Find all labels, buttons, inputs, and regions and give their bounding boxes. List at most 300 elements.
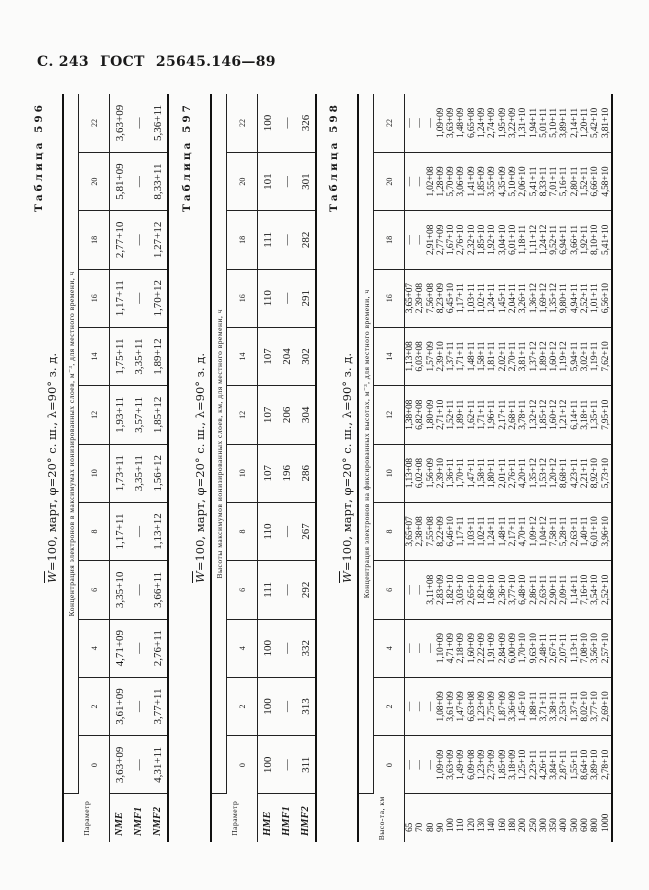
value-cell: — xyxy=(129,211,148,269)
value-cell: 1,80+11 xyxy=(487,444,497,502)
value-cell: 5,10+11 xyxy=(549,94,559,152)
table-row xyxy=(436,94,446,842)
value-cell: 1,92+11 xyxy=(580,211,590,269)
value-cell: 3,56+10 xyxy=(590,619,600,677)
value-cell: 1,17+11 xyxy=(456,269,466,327)
value-cell: — xyxy=(129,736,148,794)
value-cell: 1,21+12 xyxy=(559,386,569,444)
height-cell: 180 xyxy=(507,818,518,832)
table-row xyxy=(539,94,549,842)
value-cell: 2,78+10 xyxy=(601,736,612,794)
value-cell: — xyxy=(129,677,148,735)
value-cell: 1,25+10 xyxy=(518,736,528,794)
param-column-header: Высо-та, км xyxy=(358,794,405,842)
value-cell: 2,68+11 xyxy=(508,386,518,444)
value-cell: 1,92+10 xyxy=(487,211,497,269)
value-cell: 2,63+11 xyxy=(570,502,580,560)
table-596-block xyxy=(33,94,169,842)
value-cell: 206 xyxy=(277,386,296,444)
value-cell: 1,08+09 xyxy=(436,677,446,735)
value-cell: 2,63+11 xyxy=(539,561,549,619)
param-name: HMF2 xyxy=(300,806,311,836)
table-row xyxy=(518,94,528,842)
value-cell: 1,09+09 xyxy=(436,94,446,152)
value-cell: 2,76+11 xyxy=(148,619,168,677)
hour-header: 16 xyxy=(79,269,110,327)
value-cell: 4,94+11 xyxy=(570,269,580,327)
value-cell: — xyxy=(277,502,296,560)
value-cell: 1,45+11 xyxy=(498,269,508,327)
value-cell: 6,63+08 xyxy=(467,677,477,735)
value-cell: 1,02+11 xyxy=(477,269,487,327)
hour-header: 16 xyxy=(374,269,405,327)
value-cell: 8,64+10 xyxy=(580,736,590,794)
table-row xyxy=(601,94,612,842)
hour-header: 14 xyxy=(79,327,110,385)
value-cell: — xyxy=(277,619,296,677)
value-cell: 3,77+11 xyxy=(148,677,168,735)
value-cell: 1,13+12 xyxy=(148,502,168,560)
value-cell: 8,92+10 xyxy=(590,444,600,502)
value-cell: 111 xyxy=(258,211,278,269)
value-cell: 2,04+11 xyxy=(508,269,518,327)
value-cell: 3,77+10 xyxy=(590,677,600,735)
value-cell: 1,68+10 xyxy=(487,561,497,619)
value-cell: 1,82+10 xyxy=(477,561,487,619)
param-name: HMF1 xyxy=(281,806,292,836)
value-cell: 311 xyxy=(296,736,316,794)
value-cell: 2,39+10 xyxy=(436,444,446,502)
value-cell: 3,66+11 xyxy=(570,211,580,269)
value-cell: 282 xyxy=(296,211,316,269)
value-cell: 1,23+09 xyxy=(477,736,487,794)
height-cell: 70 xyxy=(415,822,426,832)
hour-header: 20 xyxy=(374,152,405,210)
value-cell: 292 xyxy=(296,561,316,619)
table-row xyxy=(487,94,497,842)
value-cell: 3,71+11 xyxy=(539,677,549,735)
value-cell: 2,91+08 xyxy=(426,211,436,269)
page-number: С. 243 xyxy=(37,54,89,70)
value-cell: 3,78+11 xyxy=(518,386,528,444)
height-cell: 800 xyxy=(590,818,601,832)
value-cell: 3,65+07 xyxy=(405,502,416,560)
value-cell: 1,71+11 xyxy=(477,386,487,444)
value-cell: 1,89+11 xyxy=(456,386,466,444)
hour-header: 10 xyxy=(374,444,405,502)
value-cell: 326 xyxy=(296,94,316,152)
value-cell: 1,09+12 xyxy=(529,502,539,560)
table-row xyxy=(148,94,168,842)
table-row xyxy=(426,94,436,842)
value-cell: — xyxy=(277,269,296,327)
value-cell: 3,57+11 xyxy=(129,386,148,444)
value-cell: 7,08+10 xyxy=(580,619,590,677)
value-cell: 3,36+09 xyxy=(508,677,518,735)
value-cell: 1,36+11 xyxy=(446,444,456,502)
value-cell: 286 xyxy=(296,444,316,502)
value-cell: 8,68+11 xyxy=(559,444,569,502)
height-cell: 140 xyxy=(487,818,498,832)
value-cell: 2,23+11 xyxy=(529,736,539,794)
value-cell: 1,56+12 xyxy=(148,444,168,502)
value-cell: — xyxy=(415,211,425,269)
value-cell: 302 xyxy=(296,327,316,385)
value-cell: 1,24+09 xyxy=(477,94,487,152)
value-cell: — xyxy=(405,561,416,619)
value-cell: 1,37+11 xyxy=(570,677,580,735)
value-cell: 4,70+11 xyxy=(518,502,528,560)
value-cell: 1,52+11 xyxy=(580,152,590,210)
value-cell: 6,82+08 xyxy=(415,386,425,444)
table-596 xyxy=(62,94,169,842)
value-cell: 1,40+11 xyxy=(580,502,590,560)
value-cell: 4,20+11 xyxy=(518,444,528,502)
value-cell: 7,58+11 xyxy=(549,502,559,560)
value-cell: 6,01+10 xyxy=(508,211,518,269)
value-cell: 7,95+10 xyxy=(601,386,612,444)
value-cell: — xyxy=(415,561,425,619)
value-cell: 1,53+12 xyxy=(539,444,549,502)
value-cell: 1,80+09 xyxy=(426,386,436,444)
page-header xyxy=(37,54,282,70)
w-symbol: $\overline{W}$ xyxy=(45,571,59,583)
value-cell: — xyxy=(129,94,148,152)
height-cell: 350 xyxy=(549,818,560,832)
value-cell: 1,85+10 xyxy=(477,211,487,269)
value-cell: 2,17+11 xyxy=(498,386,508,444)
value-cell: — xyxy=(405,94,416,152)
value-cell: 1,75+11 xyxy=(110,327,130,385)
value-cell: — xyxy=(426,677,436,735)
value-cell: — xyxy=(426,736,436,794)
value-cell: 3,63+09 xyxy=(446,94,456,152)
hour-header: 12 xyxy=(227,386,258,444)
value-cell: 2,77+09 xyxy=(436,211,446,269)
hour-header: 6 xyxy=(79,561,110,619)
value-cell: 1,45+10 xyxy=(518,677,528,735)
value-cell: 3,35+11 xyxy=(129,327,148,385)
hour-header: 18 xyxy=(227,211,258,269)
param-name: NMF1 xyxy=(133,806,144,836)
height-cell: 300 xyxy=(538,818,549,832)
value-cell: 3,66+11 xyxy=(148,561,168,619)
table-title xyxy=(193,94,207,842)
value-cell: — xyxy=(129,619,148,677)
table-row xyxy=(477,94,487,842)
hour-header: 14 xyxy=(374,327,405,385)
table-subheader: Концентрация электронов в максимумах ионизированных слоев, м⁻³, для местного времени, ч xyxy=(63,94,79,794)
value-cell: 1,36+12 xyxy=(529,269,539,327)
value-cell: 2,84+09 xyxy=(498,619,508,677)
value-cell: 2,52+10 xyxy=(601,561,612,619)
value-cell: 267 xyxy=(296,502,316,560)
value-cell: 1,85+12 xyxy=(148,386,168,444)
param-name: HME xyxy=(262,811,273,836)
value-cell: 101 xyxy=(258,152,278,210)
value-cell: 2,39+10 xyxy=(436,327,446,385)
hour-header: 20 xyxy=(227,152,258,210)
value-cell: — xyxy=(405,677,416,735)
value-cell: 4,35+09 xyxy=(498,152,508,210)
value-cell: 1,70+11 xyxy=(456,444,466,502)
value-cell: 3,22+09 xyxy=(508,94,518,152)
value-cell: 1,94+11 xyxy=(529,94,539,152)
value-cell: 3,89+11 xyxy=(559,94,569,152)
value-cell: 8,10+10 xyxy=(590,211,600,269)
value-cell: 7,01+11 xyxy=(549,152,559,210)
table-subheader: Высоты максимумов ионизированных слоев, км, для местного времени, ч xyxy=(211,94,227,794)
table-row xyxy=(529,94,539,842)
value-cell: 5,73+10 xyxy=(601,444,612,502)
value-cell: 1,88+11 xyxy=(529,677,539,735)
value-cell: 2,39+08 xyxy=(415,269,425,327)
value-cell: 2,06+10 xyxy=(518,152,528,210)
table-row xyxy=(415,94,425,842)
value-cell: 1,17+11 xyxy=(456,502,466,560)
table-subheader: Концентрация электронов на фиксированных высотах, м⁻³, для местного времени, ч xyxy=(358,94,374,794)
value-cell: 1,60+12 xyxy=(549,386,559,444)
table-row xyxy=(467,94,477,842)
param-column-header: Параметр xyxy=(63,794,110,842)
value-cell: 1,58+11 xyxy=(477,327,487,385)
value-cell: 1,60+12 xyxy=(549,327,559,385)
value-cell: 4,31+11 xyxy=(148,736,168,794)
value-cell: — xyxy=(415,619,425,677)
value-cell: 3,54+10 xyxy=(590,561,600,619)
value-cell: — xyxy=(405,152,416,210)
value-cell: 8,33+11 xyxy=(539,152,549,210)
value-cell: 2,01+11 xyxy=(498,444,508,502)
value-cell: 3,81+10 xyxy=(601,94,612,152)
value-cell: 5,01+11 xyxy=(539,94,549,152)
value-cell: 1,47+09 xyxy=(456,677,466,735)
hour-header: 2 xyxy=(227,677,258,735)
table-title-text: =100, март, φ=20° с. ш., λ=90° з. д. xyxy=(193,353,207,572)
value-cell: 3,61+09 xyxy=(110,677,130,735)
value-cell: 3,61+09 xyxy=(446,677,456,735)
value-cell: 1,89+12 xyxy=(148,327,168,385)
hour-header: 6 xyxy=(374,561,405,619)
value-cell: 2,07+11 xyxy=(559,619,569,677)
value-cell: 2,36+10 xyxy=(498,561,508,619)
value-cell: 3,35+10 xyxy=(110,561,130,619)
value-cell: — xyxy=(426,619,436,677)
value-cell: 107 xyxy=(258,327,278,385)
value-cell: — xyxy=(277,677,296,735)
value-cell: 1,31+10 xyxy=(518,94,528,152)
height-cell: 600 xyxy=(580,818,591,832)
value-cell: 1,85+09 xyxy=(498,736,508,794)
table-row xyxy=(580,94,590,842)
value-cell: 8,23+09 xyxy=(436,269,446,327)
value-cell: — xyxy=(415,94,425,152)
value-cell: 1,95+09 xyxy=(498,94,508,152)
value-cell: 1,17+11 xyxy=(110,502,130,560)
value-cell: 2,67+11 xyxy=(549,619,559,677)
hour-header: 2 xyxy=(79,677,110,735)
value-cell: — xyxy=(129,561,148,619)
value-cell: 1,19+12 xyxy=(559,327,569,385)
value-cell: 3,04+10 xyxy=(498,211,508,269)
param-name: NME xyxy=(114,812,125,836)
hour-header: 4 xyxy=(374,619,405,677)
value-cell: 2,69+10 xyxy=(601,677,612,735)
table-caption xyxy=(328,94,357,842)
value-cell: 1,37+11 xyxy=(446,327,456,385)
value-cell: 2,74+09 xyxy=(487,94,497,152)
value-cell: 1,91+09 xyxy=(487,619,497,677)
value-cell: 3,96+10 xyxy=(601,502,612,560)
value-cell: 2,09+11 xyxy=(559,561,569,619)
height-cell: 100 xyxy=(446,818,457,832)
value-cell: 1,87+09 xyxy=(498,677,508,735)
value-cell: 1,24+12 xyxy=(539,211,549,269)
value-cell: 2,52+11 xyxy=(580,269,590,327)
height-cell: 160 xyxy=(497,818,508,832)
value-cell: 3,81+11 xyxy=(518,327,528,385)
value-cell: 2,80+11 xyxy=(570,152,580,210)
value-cell: 3,55+09 xyxy=(487,152,497,210)
value-cell: 2,21+11 xyxy=(580,444,590,502)
height-cell: 65 xyxy=(405,822,415,832)
value-cell: 2,02+11 xyxy=(498,327,508,385)
value-cell: — xyxy=(129,269,148,327)
value-cell: 3,63+09 xyxy=(110,94,130,152)
value-cell: 1,11+12 xyxy=(529,211,539,269)
value-cell: 2,53+11 xyxy=(559,677,569,735)
value-cell: 6,01+10 xyxy=(590,502,600,560)
value-cell: 100 xyxy=(258,677,278,735)
value-cell: 2,65+10 xyxy=(467,561,477,619)
value-cell: 1,81+11 xyxy=(487,327,497,385)
value-cell: — xyxy=(405,736,416,794)
hour-header: 22 xyxy=(79,94,110,152)
table-row xyxy=(549,94,559,842)
value-cell: 2,86+11 xyxy=(529,561,539,619)
value-cell: 1,32+12 xyxy=(529,386,539,444)
value-cell: 313 xyxy=(296,677,316,735)
table-row xyxy=(559,94,569,842)
value-cell: 1,41+09 xyxy=(467,152,477,210)
value-cell: 1,01+11 xyxy=(590,269,600,327)
value-cell: 5,36+11 xyxy=(148,94,168,152)
value-cell: 1,35+12 xyxy=(549,269,559,327)
value-cell: 1,20+11 xyxy=(580,94,590,152)
value-cell: 1,13+08 xyxy=(405,327,416,385)
value-cell: 2,48+11 xyxy=(539,619,549,677)
value-cell: — xyxy=(415,152,425,210)
value-cell: — xyxy=(277,94,296,152)
value-cell: 1,89+12 xyxy=(539,327,549,385)
value-cell: 1,47+11 xyxy=(467,444,477,502)
value-cell: 9,63+10 xyxy=(529,619,539,677)
value-cell: 1,52+11 xyxy=(446,386,456,444)
value-cell: 4,23+11 xyxy=(570,444,580,502)
value-cell: 2,83+09 xyxy=(436,561,446,619)
value-cell: 5,28+11 xyxy=(559,502,569,560)
value-cell: — xyxy=(426,94,436,152)
value-cell: 1,38+08 xyxy=(405,386,416,444)
value-cell: 2,18+09 xyxy=(456,619,466,677)
value-cell: 2,75+09 xyxy=(487,677,497,735)
value-cell: 5,70+09 xyxy=(446,152,456,210)
value-cell: 5,10+09 xyxy=(508,152,518,210)
value-cell: 1,93+11 xyxy=(110,386,130,444)
table-row xyxy=(405,94,416,842)
value-cell: 6,09+08 xyxy=(467,736,477,794)
value-cell: 100 xyxy=(258,736,278,794)
value-cell: 8,02+10 xyxy=(580,677,590,735)
table-caption xyxy=(33,94,62,842)
value-cell: 3,18+11 xyxy=(580,386,590,444)
value-cell: 1,69+12 xyxy=(539,269,549,327)
hour-header: 18 xyxy=(79,211,110,269)
hour-header: 0 xyxy=(374,736,405,794)
table-597-block xyxy=(181,94,317,842)
hour-header: 12 xyxy=(79,386,110,444)
table-title-text: =100, март, φ=20° с. ш., λ=90° з. д. xyxy=(340,353,354,572)
value-cell: 6,00+09 xyxy=(508,619,518,677)
hour-header: 0 xyxy=(227,736,258,794)
value-cell: 8,22+09 xyxy=(436,502,446,560)
height-cell: 130 xyxy=(477,818,488,832)
value-cell: 9,52+11 xyxy=(549,211,559,269)
table-title xyxy=(340,94,354,842)
value-cell: 3,02+11 xyxy=(580,327,590,385)
value-cell: 2,90+11 xyxy=(549,561,559,619)
hour-header: 8 xyxy=(79,502,110,560)
value-cell: 1,03+11 xyxy=(467,269,477,327)
value-cell: 110 xyxy=(258,502,278,560)
value-cell: 3,03+10 xyxy=(456,561,466,619)
value-cell: 9,80+11 xyxy=(559,269,569,327)
value-cell: 1,67+10 xyxy=(446,211,456,269)
table-row xyxy=(508,94,518,842)
value-cell: 1,56+09 xyxy=(426,444,436,502)
value-cell: 5,16+11 xyxy=(559,152,569,210)
value-cell: 107 xyxy=(258,444,278,502)
table-row xyxy=(590,94,600,842)
value-cell: 8,33+11 xyxy=(148,152,168,210)
table-number-label: Таблица 597 xyxy=(181,102,193,212)
value-cell: — xyxy=(415,677,425,735)
hour-header: 22 xyxy=(227,94,258,152)
hour-header: 10 xyxy=(79,444,110,502)
value-cell: 1,24+11 xyxy=(487,269,497,327)
table-row xyxy=(296,94,316,842)
value-cell: 3,84+11 xyxy=(549,736,559,794)
value-cell: 1,09+09 xyxy=(436,736,446,794)
value-cell: 1,02+08 xyxy=(426,152,436,210)
hour-header: 14 xyxy=(227,327,258,385)
table-row xyxy=(498,94,508,842)
value-cell: 3,65+07 xyxy=(405,269,416,327)
value-cell: 1,70+12 xyxy=(148,269,168,327)
value-cell: 1,24+11 xyxy=(487,502,497,560)
value-cell: 1,10+09 xyxy=(436,619,446,677)
table-title xyxy=(45,94,59,842)
value-cell: 1,13+08 xyxy=(405,444,416,502)
value-cell: 1,02+11 xyxy=(477,502,487,560)
value-cell: 2,73+09 xyxy=(487,736,497,794)
value-cell: 1,19+11 xyxy=(590,327,600,385)
height-cell: 250 xyxy=(528,818,539,832)
value-cell: 2,32+10 xyxy=(467,211,477,269)
value-cell: 1,20+12 xyxy=(549,444,559,502)
value-cell: 1,73+11 xyxy=(110,444,130,502)
value-cell: 2,22+09 xyxy=(477,619,487,677)
